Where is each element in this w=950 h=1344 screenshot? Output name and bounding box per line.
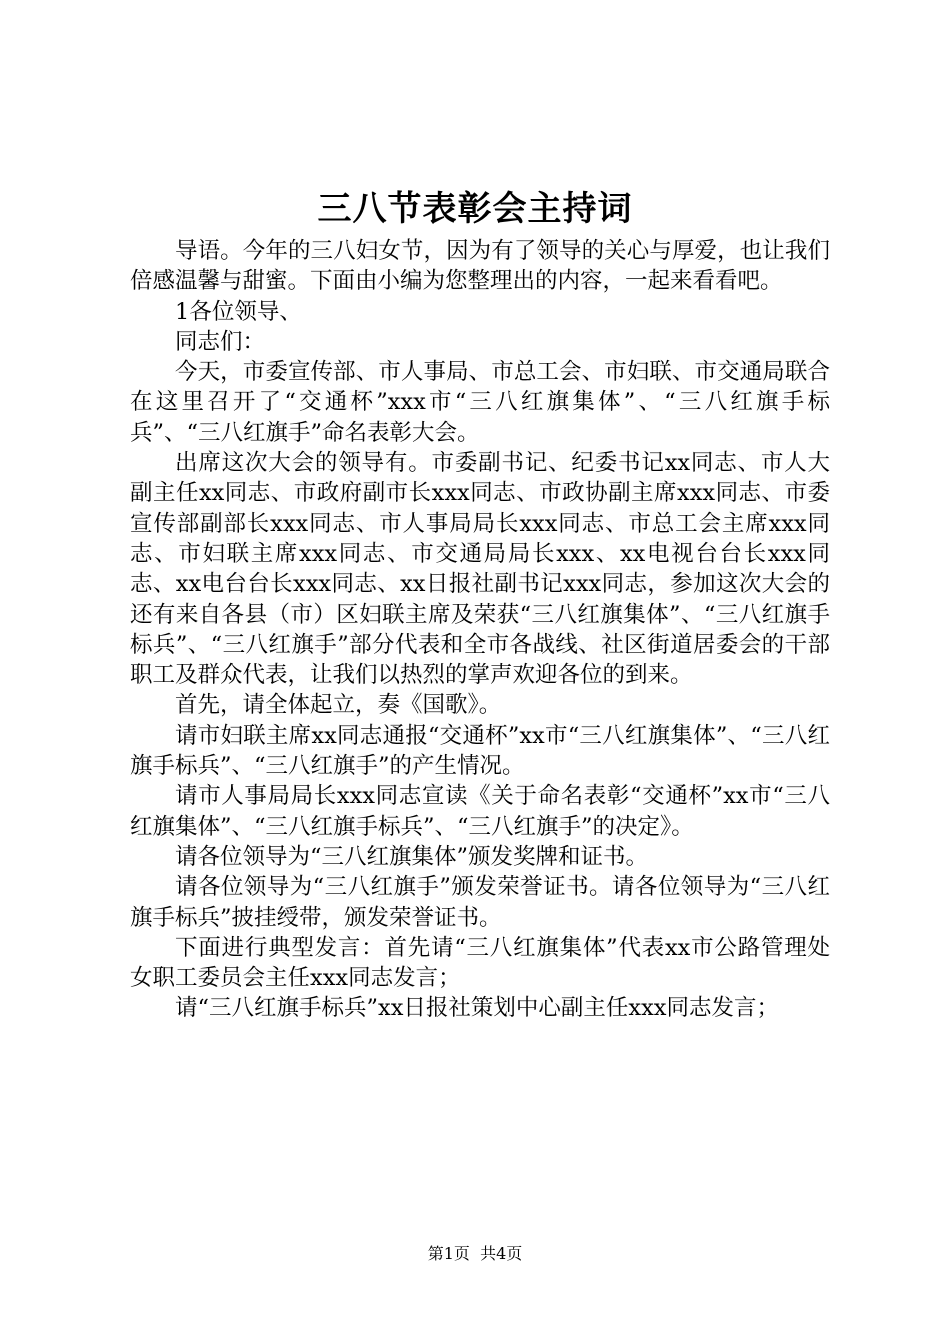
paragraph-intro: 导语。今年的三八妇女节，因为有了领导的关心与厚爱，也让我们倍感温馨与甜蜜。下面由小编为您整理出的内容，一起来看看吧。 <box>130 238 830 295</box>
page-total: 共4页 <box>480 1244 523 1263</box>
document-title: 三八节表彰会主持词 <box>317 189 633 229</box>
paragraph-award-individual: 请各位领导为“三八红旗手”颁发荣誉证书。请各位领导为“三八红旗手标兵”披挂绶带，颁发荣誉证书。 <box>130 874 830 931</box>
paragraph-speech-collective: 下面进行典型发言：首先请“三八红旗集体”代表xx市公路管理处女职工委员会主任xxx同志发言； <box>130 934 830 992</box>
paragraph-award-collective: 请各位领导为“三八红旗集体”颁发奖牌和证书。 <box>175 843 649 870</box>
paragraph-attendees: 出席这次大会的领导有。市委副书记、纪委书记xx同志、市人大副主任xx同志、市政府副市长xxx同志、市政协副主席xxx同志、市委宣传部副部长xxx同志、市人事局局长xxx同志、市总工会主席xxx同志、市妇联主席xxx同志、市交通局局长xxx、xx电视台台长xxx同志、xx电台台长xxx同志、xx日报社副书记xxx同志，参加这次大会的还有来自各县（市）区妇联主席及荣获“三八红旗集体”、“三八红旗手标兵”、“三八红旗手”部分代表和全市各战线、社区街道居委会的干部职工及群众代表，让我们以热烈的掌声欢迎各位的到来。 <box>130 450 830 689</box>
page-number: 第1页 <box>427 1244 470 1263</box>
paragraph-speech-model: 请“三八红旗手标兵”xx日报社策划中心副主任xxx同志发言； <box>175 995 779 1022</box>
paragraph-decision: 请市人事局局长xxx同志宣读《关于命名表彰“交通杯”xx市“三八红旗集体”、“三八红旗手标兵”、“三八红旗手”的决定》。 <box>130 783 830 840</box>
paragraph-anthem: 首先，请全体起立，奏《国歌》。 <box>175 692 502 719</box>
paragraph-opening: 今天，市委宣传部、市人事局、市总工会、市妇联、市交通局联合在这里召开了“交通杯”xxx市“三八红旗集体”、“三八红旗手标兵”、“三八红旗手”命名表彰大会。 <box>130 359 830 446</box>
document-body <box>130 236 830 1024</box>
paragraph-salutation-leaders: 1各位领导、 <box>175 298 302 325</box>
paragraph-report: 请市妇联主席xx同志通报“交通杯”xx市“三八红旗集体”、“三八红旗手标兵”、“三八红旗手”的产生情况。 <box>130 722 830 780</box>
paragraph-salutation-comrades: 同志们： <box>175 328 266 355</box>
page-footer <box>0 1243 950 1265</box>
